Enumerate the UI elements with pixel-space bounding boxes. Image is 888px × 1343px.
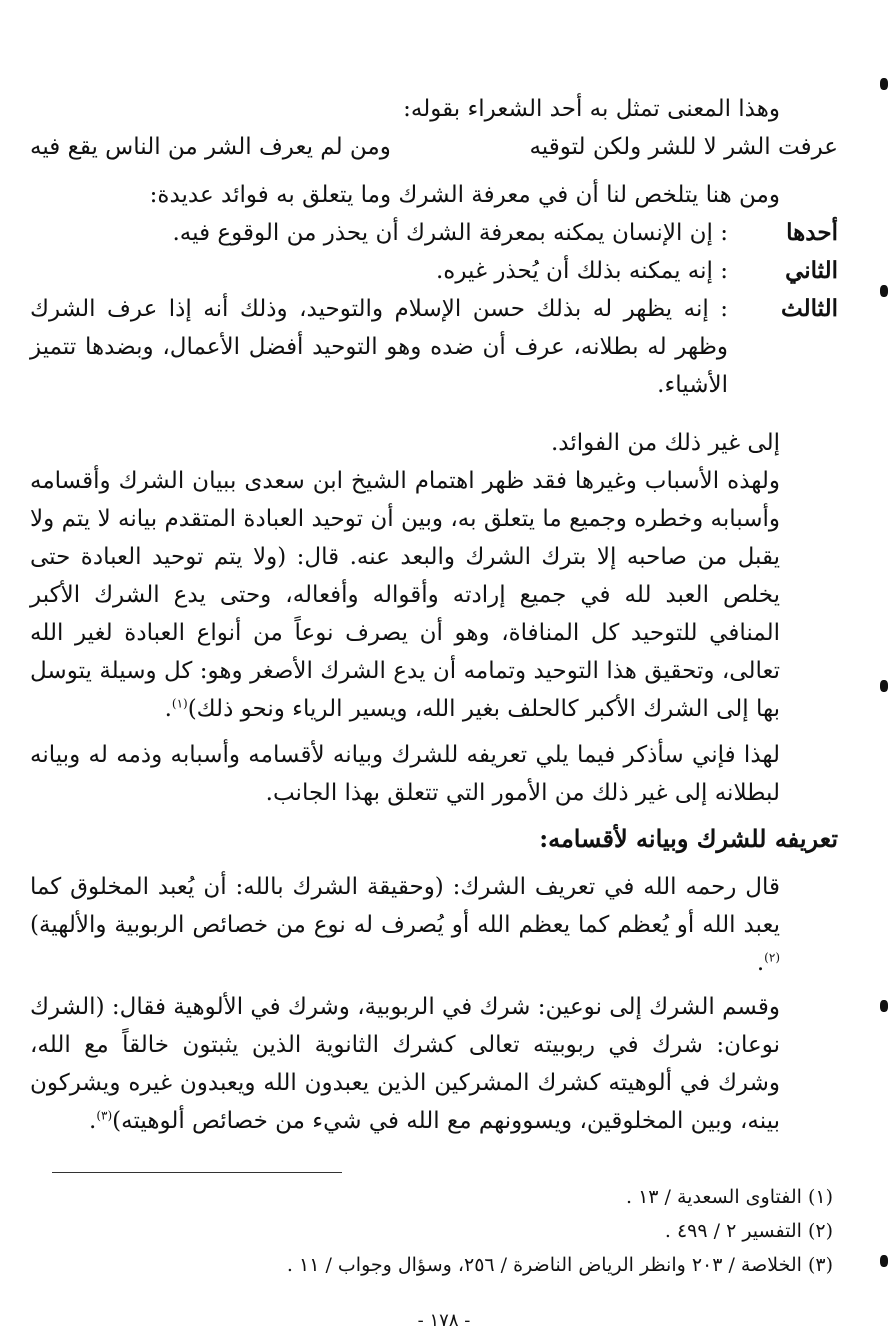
paragraph-definition	[30, 868, 838, 982]
benefit-label: الثالث	[781, 295, 838, 322]
footnote-2: (٢) التفسير ٢ / ٤٩٩ .	[664, 1220, 833, 1242]
benefit-text: : إنه يمكنه بذلك أن يُحذر غيره.	[435, 258, 728, 284]
paragraph-text: ولهذه الأسباب وغيرها فقد ظهر اهتمام الشيخ ابن سعدى ببيان الشرك وأقسامه وأسبابه وخطره وجميع ما يتعلق به، وبين أن توحيد العبادة المتقدم بيانه لا يتم ولا يقبل من صاحبه إلا بترك الشرك والبعد عنه. قال: (ولا يتم توحيد العبادة حتى يخلص العبد لله في جميع إرادته وأقواله وأفعاله، وحتى يدع الشرك الأكبر المنافي للتوحيد كل المنافاة، وهو أن يصرف نوعاً من أنواع العبادة لغير الله تعالى، وتحقيق هذا التوحيد وتمامه أن يدع الشرك الأصغر وهو: كل وسيلة يتوسل بها إلى الشرك الأكبر كالحلف بغير الله، ويسير الرياء ونحو ذلك)	[30, 468, 780, 722]
verse-second-hemistich: ومن لم يعرف الشر من الناس يقع فيه	[30, 134, 391, 160]
benefit-item-3	[30, 290, 838, 404]
paragraph-end: .	[756, 950, 765, 976]
verse-first-hemistich: عرفت الشر لا للشر ولكن لتوقيه	[529, 134, 838, 160]
paragraph-types	[30, 988, 838, 1140]
page-number: - ١٧٨ -	[417, 1310, 471, 1331]
after-benefits-line: إلى غير ذلك من الفوائد.	[550, 430, 780, 456]
benefit-item-2	[30, 252, 838, 290]
poetry-verse	[30, 128, 838, 166]
footnote-1: (١) الفتاوى السعدية / ١٣ .	[625, 1186, 833, 1208]
intro-block	[30, 90, 838, 128]
scan-mark	[880, 78, 888, 90]
footnote-separator	[52, 1172, 342, 1173]
scan-mark	[880, 1255, 888, 1267]
intro-line: وهذا المعنى تمثل به أحد الشعراء بقوله:	[403, 96, 780, 122]
paragraph-plan: لهذا فإني سأذكر فيما يلي تعريفه للشرك وبيانه لأقسامه وأسبابه وذمه له وبيانه لبطلانه إلى غير ذلك من الأمور التي تتعلق بهذا الجانب.	[30, 742, 780, 806]
paragraph-text: قال رحمه الله في تعريف الشرك: (وحقيقة الشرك بالله: أن يُعبد المخلوق كما يعبد الله أو يُعظم كما يعظم الله أو يُصرف له نوع من خصائص الربوبية والألهية)	[30, 874, 780, 938]
paragraph-end: .	[89, 1108, 97, 1134]
paragraph-ibn-saadi	[30, 462, 838, 728]
scan-mark	[880, 680, 888, 692]
scan-mark	[880, 1000, 888, 1012]
benefit-item-1	[30, 214, 838, 252]
benefits-intro: ومن هنا يتلخص لنا أن في معرفة الشرك وما يتعلق به فوائد عديدة:	[149, 182, 780, 208]
benefits-block	[30, 176, 838, 404]
footnote-ref: (١)	[171, 696, 188, 711]
footnote-ref: (٢)	[764, 950, 780, 965]
benefit-label: أحدها	[786, 219, 838, 246]
section-heading: تعريفه للشرك وبيانه لأقسامه:	[539, 824, 838, 853]
benefit-text: : إنه يظهر له بذلك حسن الإسلام والتوحيد، وذلك أنه إذا عرف الشرك وظهر له بطلانه، عرف أن ضده وهو التوحيد أفضل الأعمال، وبضدها تتميز الأشياء.	[30, 296, 728, 398]
benefit-text: : إن الإنسان يمكنه بمعرفة الشرك أن يحذر من الوقوع فيه.	[172, 220, 728, 246]
paragraph-text: وقسم الشرك إلى نوعين: شرك في الربوبية، وشرك في الألوهية فقال: (الشرك نوعان: شرك في ربوبيته تعالى كشرك الثانوية الذين يثبتون خالقاً مع الله، وشرك في ألوهيته كشرك المشركين الذين يعبدون الله ويعبدون غيره ويشركون بينه، وبين المخلوقين، ويسوونهم مع الله في شيء من خصائص ألوهيته)	[30, 994, 780, 1134]
footnotes	[30, 1180, 833, 1282]
scan-mark	[880, 285, 888, 297]
paragraph-end: .	[164, 696, 172, 722]
main-body	[30, 424, 838, 1140]
benefit-label: الثاني	[785, 257, 838, 284]
footnote-ref: (٣)	[96, 1108, 113, 1123]
footnote-3: (٣) الخلاصة / ٢٠٣ وانظر الرياض الناضرة / ٢٥٦، وسؤال وجواب / ١١ .	[286, 1254, 833, 1276]
